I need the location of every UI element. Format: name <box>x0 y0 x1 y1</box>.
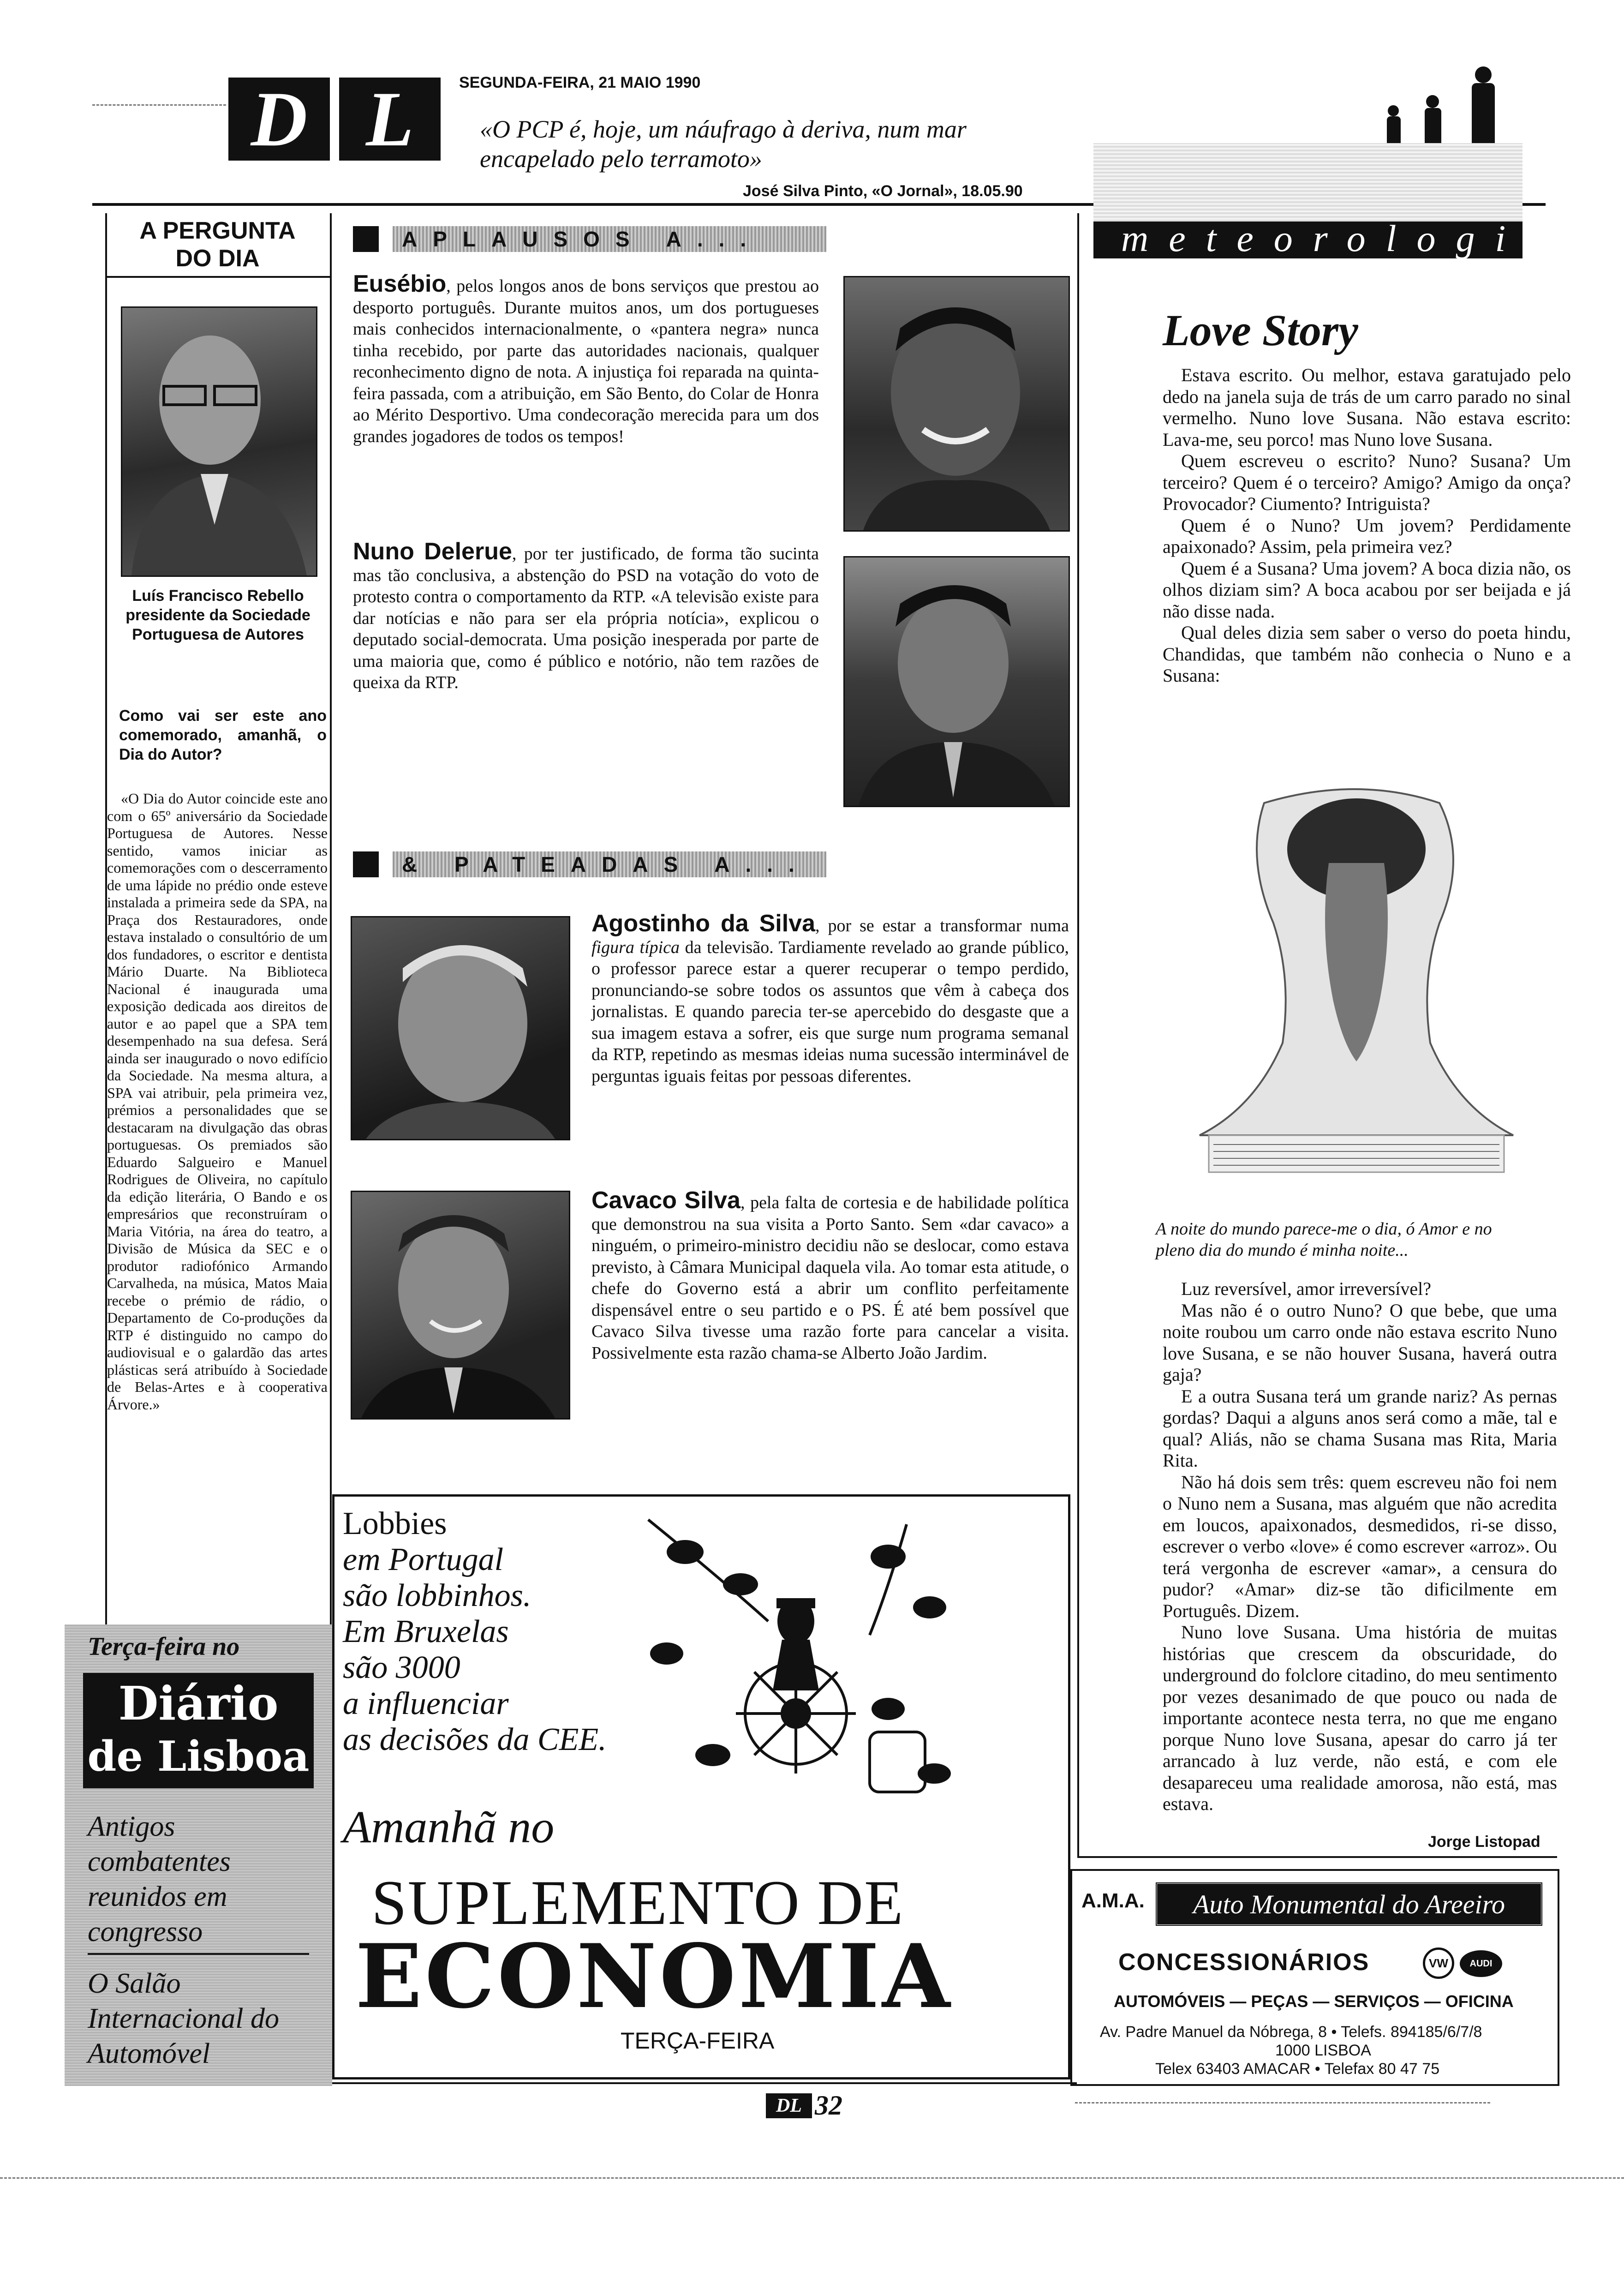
love-story-body-1 <box>1163 365 1571 687</box>
footer-page-number-group <box>766 2090 842 2121</box>
aplausos-text: , por ter justificado, de forma tão sucinta mas tão conclusiva, a abstenção do PSD na votação do voto de protesto contra o comportamento da RTP. «A televisão existe para dar notícias e não para ser ela própria notícia», explicou o deputado social-democrata. Uma posição inesperada por parte de uma maioria que, como é público e notório, não tem razões de queixa da RTP. <box>353 544 819 692</box>
masthead-quote: «O PCP é, hoje, um náufrago à deriva, num mar encapelado pelo terramoto» <box>480 115 967 173</box>
aplausos-item-eusebio <box>353 270 819 447</box>
vw-icon <box>1423 1947 1454 1979</box>
love-paragraph: Quem é o Nuno? Um jovem? Perdidamente apaixonado? Assim, pela primeira vez? <box>1163 515 1571 557</box>
ama-label: A.M.A. <box>1081 1889 1145 1912</box>
love-paragraph: Estava escrito. Ou melhor, estava garatujado pelo dedo na janela suja de trás de um carro parado no sinal vermelho. Nuno love Susana. Não estava escrito: Lava-me, seu porco! mas Nuno love Susana. <box>1163 365 1571 450</box>
love-paragraph: Não há dois sem três: quem escreveu não foi nem o Nuno nem a Susana, mas alguém que não acredita em loucos, apaixonados, desmedidos, ri-se disso, escrever o verbo «love» é como escrever «arroz». Ou terá vergonha de escrever «amar», a censura do pudor? «Amar» diz-se tão dificilmente em Português. Dizem. <box>1163 1471 1557 1621</box>
pergunta-question: Como vai ser este ano comemorado, amanhã, o Dia do Autor? <box>119 707 327 763</box>
audi-icon-label: AUDI <box>1469 1958 1493 1969</box>
aplausos-name: Nuno Delerue <box>353 538 512 565</box>
lobbies-line: a influenciar <box>343 1686 509 1721</box>
vw-icon-label: VW <box>1429 1956 1448 1970</box>
ama-services: AUTOMÓVEIS — PEÇAS — SERVIÇOS — OFICINA <box>1114 1992 1514 2011</box>
captain-parrots-illustration <box>630 1515 962 1801</box>
love-story-author: Jorge Listopad <box>1428 1833 1540 1851</box>
ama-brand-box <box>1155 1882 1543 1926</box>
diario-logo-line2: de Lisboa <box>87 1732 310 1781</box>
pateadas-header <box>353 851 826 877</box>
cavaco-photo <box>351 1191 570 1420</box>
pateadas-text: , pela falta de cortesia e de habilidade política que demonstrou na sua visita a Porto Santo. Sem «dar cavaco» a ninguém, o primeiro-ministro decidiu não se deslocar, como estava previsto, à Câmara Municipal daquela vila. Ao tomar esta atitude, o chefe do Governo está a abrir um conflito perfeitamente dispensável entre o seu partido e o PS. É até bem possível que Cavaco Silva tivesse uma razão forte para cancelar a visita. Possivelmente esta razão chama-se Alberto João Jardim. <box>591 1193 1069 1363</box>
love-paragraph: Nuno love Susana. Uma história de muitas histórias que crescem da obscuridade, do underground do folclore citadino, do meu sentimento por vezes desanimado de que pouco ou nada de importante acontece nesta terra, no que me engano porque Nuno love Susana, apesar do carro já ter arrancado à luz verde, não está, e com ele desapareceu uma realidade amorosa, não está, mas estava. <box>1163 1622 1557 1814</box>
lovers-sculpture-illustration <box>1181 785 1532 1191</box>
aplausos-header <box>353 226 826 252</box>
pateadas-item-cavaco <box>591 1187 1069 1364</box>
ama-address-1: Av. Padre Manuel da Nóbrega, 8 • Telefs. 894185/6/7/8 <box>1100 2023 1482 2041</box>
economia-ad <box>332 1494 1070 2079</box>
quote-source: José Silva Pinto, «O Jornal», 18.05.90 <box>743 182 1023 200</box>
ama-address-2: 1000 LISBOA <box>1275 2042 1371 2059</box>
pateadas-text-post: da televisão. Tardiamente revelado ao grande público, o professor parece estar a querer recuperar o tempo perdido, pronunciando-se sobre todos os assuntos que vêm à cabeça dos jornalistas. E quando parecia ter-se apercebido do desgaste que a sua imagem estava a sofrer, eis que surge num programa semanal da RTP, repetindo as mesmas ideias numa sucessão interminável de perguntas iguais feitas por pessoas diferentes. <box>591 937 1069 1086</box>
pateadas-header-label: & PATEADAS A... <box>393 851 826 877</box>
day-label: TERÇA-FEIRA <box>621 2028 775 2054</box>
meteorologia-banner <box>1093 143 1565 259</box>
promo-diario-box <box>65 1624 332 2086</box>
amanha-label: Amanhã no <box>343 1801 555 1852</box>
pergunta-title-line2: DO DIA <box>175 245 260 272</box>
logo-letter-d: D <box>228 78 330 161</box>
love-paragraph: Quem escreveu o escrito? Nuno? Susana? Um terceiro? Quem é o terceiro? Amigo? Amigo da onça? Provocador? Ciumento? Intriguista? <box>1163 450 1571 514</box>
love-paragraph: E a outra Susana terá um grande nariz? As pernas gordas? Daqui a alguns anos será como a mãe, tal e qual? Aliás, não se chama Susana mas Rita, Maria Rita. <box>1163 1385 1557 1471</box>
love-story-body-2 <box>1163 1278 1557 1815</box>
lobbies-line: Em Bruxelas <box>343 1614 509 1649</box>
footer-logo: DL <box>766 2093 812 2118</box>
logo-letter-l: L <box>339 78 441 161</box>
aplausos-text: , pelos longos anos de bons serviços que prestou ao desporto português. Durante muitos anos, um dos portugueses mais conhecidos internacionalmente, o «pantera negra» nunca tinha recebido, por parte das autoridades nacionais, qualquer reconhecimento digno de nota. A injustiça foi reparada na quinta-feira passada, com a atribuição, em São Bento, do Colar de Honra ao Mérito Desportivo. Uma condecoração merecida para um dos grandes jogadores de todos os tempos! <box>353 276 819 446</box>
date-line: SEGUNDA-FEIRA, 21 MAIO 1990 <box>459 74 701 91</box>
lobbies-line: Lobbies <box>343 1506 447 1541</box>
delerue-photo <box>843 556 1070 807</box>
dl-logo <box>228 75 441 162</box>
lobbies-line: são lobbinhos. <box>343 1578 531 1613</box>
lobbies-line: em Portugal <box>343 1542 504 1577</box>
love-paragraph: Qual deles dizia sem saber o verso do poeta hindu, Chandidas, que também não conhecia o Nuno e a Susana: <box>1163 622 1571 686</box>
aplausos-name: Eusébio <box>353 270 447 297</box>
love-paragraph: Luz reversível, amor irreversível? <box>1181 1278 1431 1299</box>
love-poem: A noite do mundo parece-me o dia, ó Amor e no pleno dia do mundo é minha noite... <box>1156 1219 1492 1260</box>
promo-item-2: O Salão Internacional do Automóvel <box>88 1968 279 2069</box>
eusebio-photo <box>843 276 1070 532</box>
pergunta-answer: «O Dia do Autor coincide este ano com o 65º aniversário da Sociedade Portuguesa de Autores. Nesse sentido, vamos iniciar as comemorações com o descerramento de uma lápide no prédio onde esteve instalada a primeira sede da SPA, na Praça dos Restauradores, onde estava instalado o consultório de um dos fundadores, o escritor e dentista Mário Duarte. Na Biblioteca Nacional é inaugurada uma exposição dedicada aos direitos de autor e ao papel que a SPA tem desempenhado na sua defesa. Será ainda ser inaugurado o novo edifício da Sociedade. Na mesma altura, a SPA vai atribuir, pela primeira vez, prémios a personalidades que se destacaram na divulgação das obras portuguesas. Os premiados são Eduardo Salgueiro e Manuel Rodrigues de Oliveira, no capítulo da edição literária, O Bando e os empresários que reconstruíram o Maria Vitória, na área do teatro, a Divisão de Música da SEC e o produtor radiofónico Armando Carvalheda, na música, Matos Maia recebe o prémio de rádio, o Departamento de Co-produções da RTP é distinguido no campo do audiovisual e o galardão das artes plásticas será atribuído à Sociedade de Belas-Artes e à cooperativa Árvore.» <box>107 790 328 1413</box>
lobbies-line: são 3000 <box>343 1650 460 1685</box>
ama-address-3: Telex 63403 AMACAR • Telefax 80 47 75 <box>1155 2060 1440 2078</box>
love-paragraph: Quem é a Susana? Uma jovem? A boca dizia não, os olhos diziam sim? A boca acabou por ser beijada e já não disse nada. <box>1163 557 1571 622</box>
ama-brand: Auto Monumental do Areeiro <box>1193 1889 1505 1919</box>
pateadas-name: Agostinho da Silva <box>591 910 816 937</box>
concessionarios-label: CONCESSIONÁRIOS <box>1118 1949 1370 1976</box>
economia-label: ECONOMIA <box>355 1925 953 2028</box>
rebello-photo <box>121 306 317 577</box>
pateadas-text-em: figura típica <box>591 937 680 957</box>
rebello-caption: Luís Francisco Rebello presidente da Sociedade Portuguesa de Autores <box>125 587 310 643</box>
promo-item-1: Antigos combatentes reunidos em congresso <box>88 1811 231 1947</box>
pergunta-title-line1: A PERGUNTA <box>139 217 296 244</box>
aplausos-header-label: APLAUSOS A... <box>393 226 826 252</box>
header-square-icon <box>353 226 379 252</box>
lobbies-line: as decisões da CEE. <box>343 1722 607 1757</box>
ama-ad <box>1070 1869 1559 2086</box>
love-paragraph: Mas não é o outro Nuno? O que bebe, que uma noite roubou um carro onde não estava escrito Nuno love Susana, e se não houver Susana, haverá outra gaja? <box>1163 1300 1557 1385</box>
diario-logo-line1: Diário <box>118 1676 279 1731</box>
promo-kicker: Terça-feira no <box>88 1632 240 1661</box>
pateadas-text-pre: , por se estar a transformar numa <box>815 916 1069 935</box>
pateadas-name: Cavaco Silva <box>591 1187 740 1214</box>
page-number: 32 <box>815 2090 842 2121</box>
love-story-title: Love Story <box>1163 306 1358 355</box>
audi-icon <box>1460 1950 1502 1977</box>
suplemento-label: SUPLEMENTO DE <box>371 1867 904 1938</box>
header-square-icon <box>353 851 379 877</box>
agostinho-photo <box>351 916 570 1140</box>
lobbies-text <box>343 1506 666 1758</box>
aplausos-item-delerue <box>353 538 819 694</box>
pergunta-header <box>105 217 330 272</box>
meteorologia-label: meteorologia <box>1121 217 1565 259</box>
diario-logo <box>83 1673 314 1788</box>
pateadas-item-agostinho <box>591 910 1069 1087</box>
